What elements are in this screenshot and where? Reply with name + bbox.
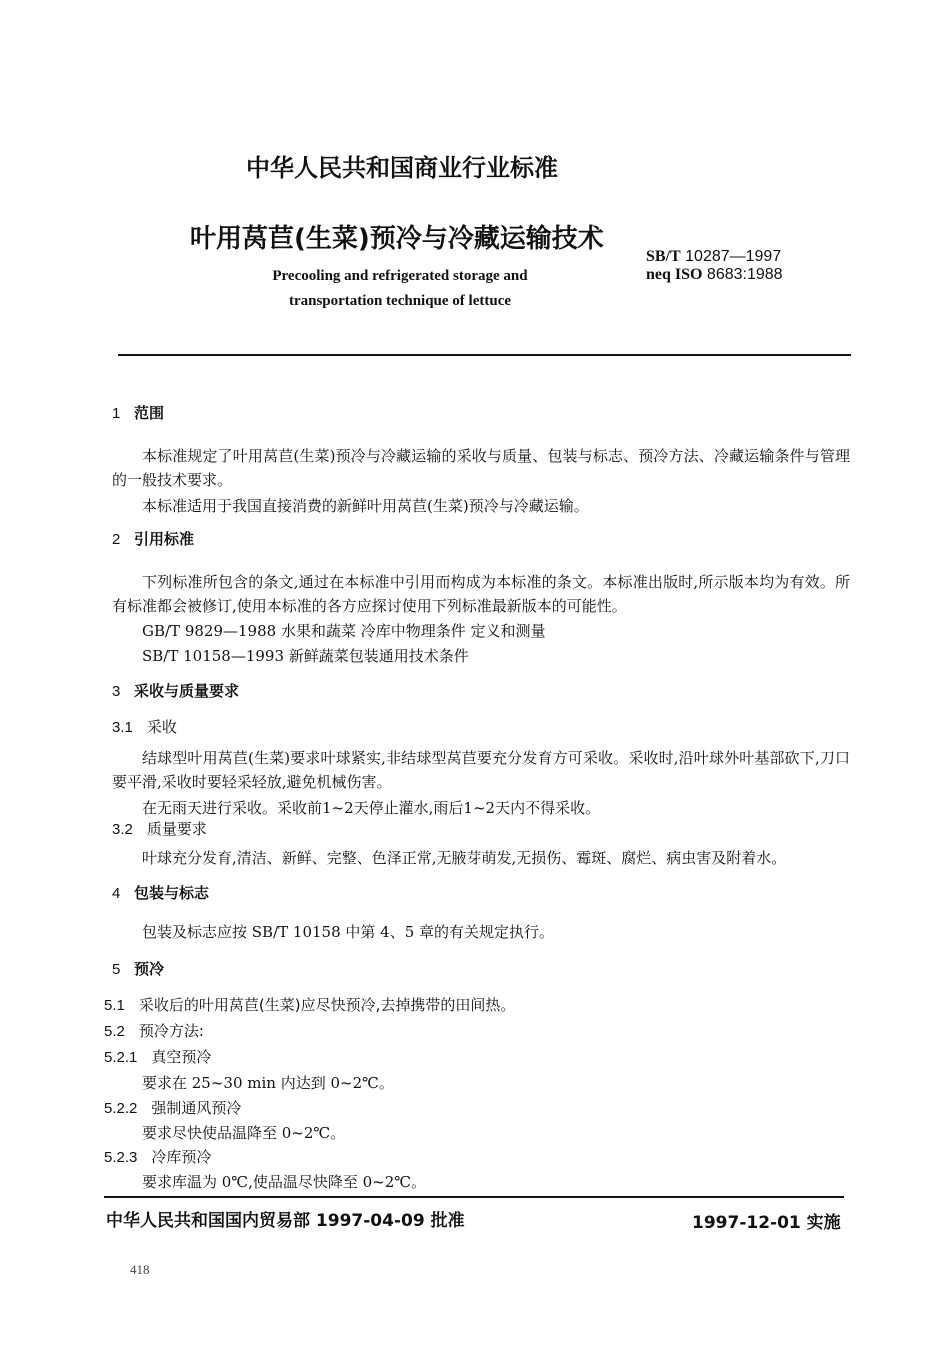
section-5-2-1-title: 真空预冷 bbox=[151, 1048, 212, 1066]
section-3-number: 3 bbox=[112, 683, 121, 700]
section-5-1-text: 采收后的叶用莴苣(生菜)应尽快预冷,去掉携带的田间热。 bbox=[138, 996, 516, 1014]
section-3-1-paragraph-1: 结球型叶用莴苣(生菜)要求叶球紧实,非结球型莴苣要充分发育方可采收。采收时,沿叶球外叶基部砍下,刀口要平滑,采收时要轻采轻放,避免机械伤害。 bbox=[112, 749, 850, 791]
section-5-2-3-paragraph: 要求库温为 0℃,使品温尽快降至 0~2℃。 bbox=[142, 1173, 427, 1191]
section-3-2-number: 3.2 bbox=[112, 821, 133, 838]
section-5-heading bbox=[112, 958, 164, 979]
section-5-2-line bbox=[104, 1020, 204, 1041]
section-5-number: 5 bbox=[112, 961, 121, 978]
equivalence-code bbox=[646, 266, 783, 284]
section-3-heading bbox=[112, 680, 239, 701]
section-3-1-title: 采收 bbox=[146, 718, 177, 736]
section-5-2-2-paragraph: 要求尽快使品温降至 0~2℃。 bbox=[142, 1124, 346, 1142]
section-3-2-paragraph-1: 叶球充分发育,清洁、新鲜、完整、色泽正常,无腋芽萌发,无损伤、霉斑、腐烂、病虫害及附着水。 bbox=[142, 849, 787, 867]
standard-body-heading: 中华人民共和国商业行业标准 bbox=[246, 154, 558, 182]
section-3-title: 采收与质量要求 bbox=[134, 682, 240, 700]
header-divider bbox=[118, 354, 851, 356]
equivalence-code-number: 8683:1988 bbox=[706, 266, 783, 283]
section-3-1-number: 3.1 bbox=[112, 719, 133, 736]
section-4-heading bbox=[112, 882, 209, 903]
section-2-heading bbox=[112, 528, 194, 549]
section-1-number: 1 bbox=[112, 405, 121, 422]
section-3-2-title: 质量要求 bbox=[146, 820, 207, 838]
section-5-2-2-title: 强制通风预冷 bbox=[151, 1099, 242, 1117]
section-4-title: 包装与标志 bbox=[134, 884, 210, 902]
reference-item: SB/T 10158—1993 新鲜蔬菜包装通用技术条件 bbox=[142, 647, 469, 665]
section-5-2-number: 5.2 bbox=[104, 1023, 125, 1040]
section-1-heading bbox=[112, 402, 164, 423]
section-2-paragraph-1: 下列标准所包含的条文,通过在本标准中引用而构成为本标准的条文。本标准出版时,所示版本均为有效。所有标准都会被修订,使用本标准的各方应探讨使用下列标准最新版本的可能性。 bbox=[112, 573, 850, 615]
section-4-number: 4 bbox=[112, 885, 121, 902]
section-1-paragraph-2: 本标准适用于我国直接消费的新鲜叶用莴苣(生菜)预冷与冷藏运输。 bbox=[142, 497, 589, 515]
section-5-2-text: 预冷方法: bbox=[138, 1022, 204, 1040]
reference-item: GB/T 9829—1988 水果和蔬菜 冷库中物理条件 定义和测量 bbox=[142, 622, 546, 640]
document-title-en-line2: transportation technique of lettuce bbox=[288, 293, 512, 309]
section-5-2-1-paragraph: 要求在 25~30 min 内达到 0~2℃。 bbox=[142, 1074, 394, 1092]
section-5-2-2-heading bbox=[104, 1097, 241, 1118]
section-5-2-3-title: 冷库预冷 bbox=[151, 1148, 212, 1166]
section-3-1-heading bbox=[112, 716, 177, 737]
section-1-title: 范围 bbox=[134, 404, 165, 422]
section-1-paragraph-1: 本标准规定了叶用莴苣(生菜)预冷与冷藏运输的采收与质量、包装与标志、预冷方法、冷藏运输条件与管理的一般技术要求。 bbox=[112, 447, 850, 489]
section-2-title: 引用标准 bbox=[134, 530, 195, 548]
section-5-title: 预冷 bbox=[134, 960, 165, 978]
section-5-2-1-heading bbox=[104, 1046, 211, 1067]
section-3-1-paragraph-2: 在无雨天进行采收。采收前1~2天停止灌水,雨后1~2天内不得采收。 bbox=[142, 799, 601, 817]
implementation-date: 1997-12-01 实施 bbox=[692, 1213, 841, 1233]
section-2-number: 2 bbox=[112, 531, 121, 548]
equivalence-code-prefix: neq ISO bbox=[646, 266, 703, 283]
standard-code-prefix: SB/T bbox=[646, 248, 681, 265]
section-5-2-3-number: 5.2.3 bbox=[104, 1149, 138, 1166]
approval-statement: 中华人民共和国国内贸易部 1997-04-09 批准 bbox=[106, 1211, 465, 1231]
section-5-1-line bbox=[104, 994, 515, 1015]
standard-code bbox=[646, 248, 781, 266]
document-title-cn: 叶用莴苣(生菜)预冷与冷藏运输技术 bbox=[190, 224, 604, 254]
section-5-2-3-heading bbox=[104, 1146, 211, 1167]
document-title-en-line1: Precooling and refrigerated storage and bbox=[272, 268, 528, 284]
standard-code-number: 10287—1997 bbox=[685, 248, 782, 265]
section-3-2-heading bbox=[112, 818, 207, 839]
section-5-2-1-number: 5.2.1 bbox=[104, 1049, 138, 1066]
footer-divider bbox=[104, 1196, 844, 1198]
page-number: 418 bbox=[130, 1262, 150, 1277]
section-5-2-2-number: 5.2.2 bbox=[104, 1100, 138, 1117]
section-4-paragraph-1: 包装及标志应按 SB/T 10158 中第 4、5 章的有关规定执行。 bbox=[142, 923, 555, 941]
section-5-1-number: 5.1 bbox=[104, 997, 125, 1014]
